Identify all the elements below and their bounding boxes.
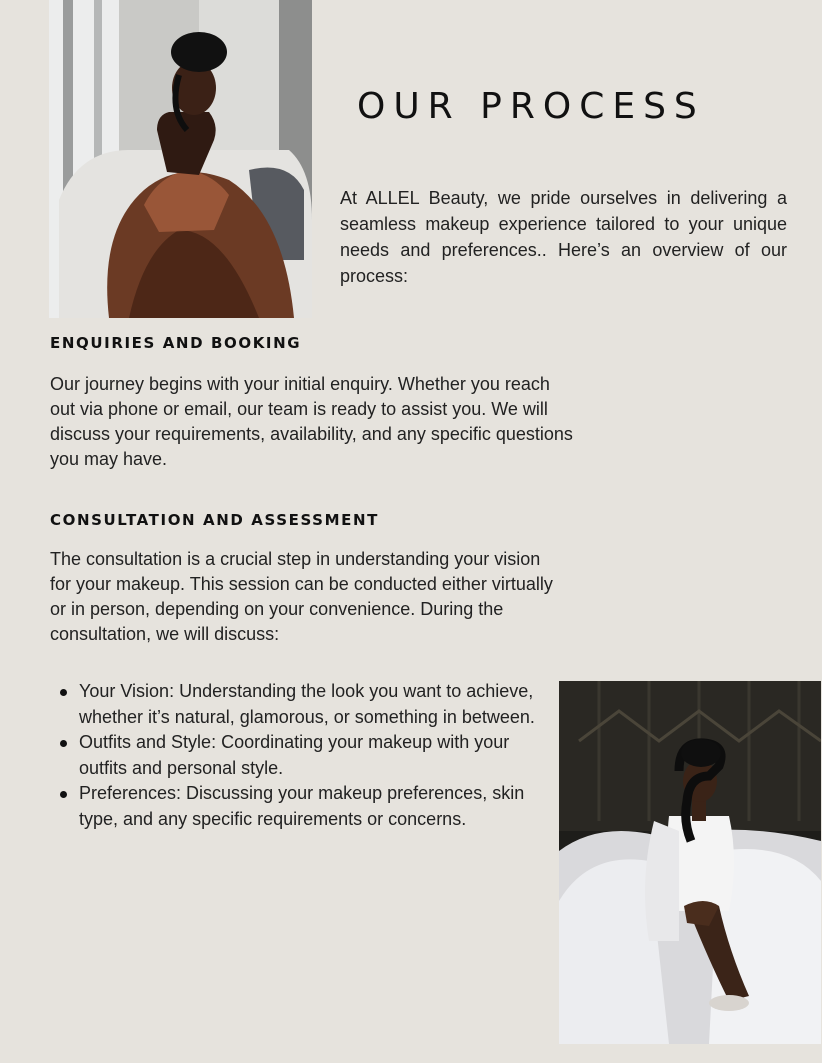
section-body-consultation: The consultation is a crucial step in understanding your vision for your makeup. This session can be conducted either virtually or in person, depending on your convenience. During the consultation, we will discuss:	[50, 549, 553, 644]
photo-bride-white-gown	[559, 681, 821, 1044]
section-body-enquiries: Our journey begins with your initial enquiry. Whether you reach out via phone or email, our team is ready to assist you. We will discuss your requirements, availability, and any specific questions you may have.	[50, 374, 573, 469]
intro-paragraph: At ALLEL Beauty, we pride ourselves in delivering a seamless makeup experience tailored to your unique needs and preferences.. Here’s an overview of our process:	[340, 188, 787, 286]
bullet-dot-icon	[60, 740, 67, 747]
bullet-text: Preferences: Discussing your makeup preferences, skin type, and any specific requirements or concerns.	[79, 783, 525, 829]
bullet-text: Outfits and Style: Coordinating your makeup with your outfits and personal style.	[79, 732, 510, 778]
bullet-text: Your Vision: Understanding the look you want to achieve, whether it’s natural, glamorous, or something in between.	[79, 681, 535, 727]
bullet-item-preferences	[58, 781, 544, 832]
consultation-bullet-list	[58, 679, 544, 832]
page-title: OUR PROCESS	[357, 86, 705, 127]
bullet-item-vision	[58, 679, 544, 730]
bullet-dot-icon	[60, 689, 67, 696]
bullet-dot-icon	[60, 791, 67, 798]
photo-bride-brown-gown	[49, 0, 312, 318]
bullet-item-outfits	[58, 730, 544, 781]
section-heading-consultation: CONSULTATION AND ASSESSMENT	[50, 511, 379, 529]
section-heading-enquiries: ENQUIRIES AND BOOKING	[50, 334, 302, 352]
